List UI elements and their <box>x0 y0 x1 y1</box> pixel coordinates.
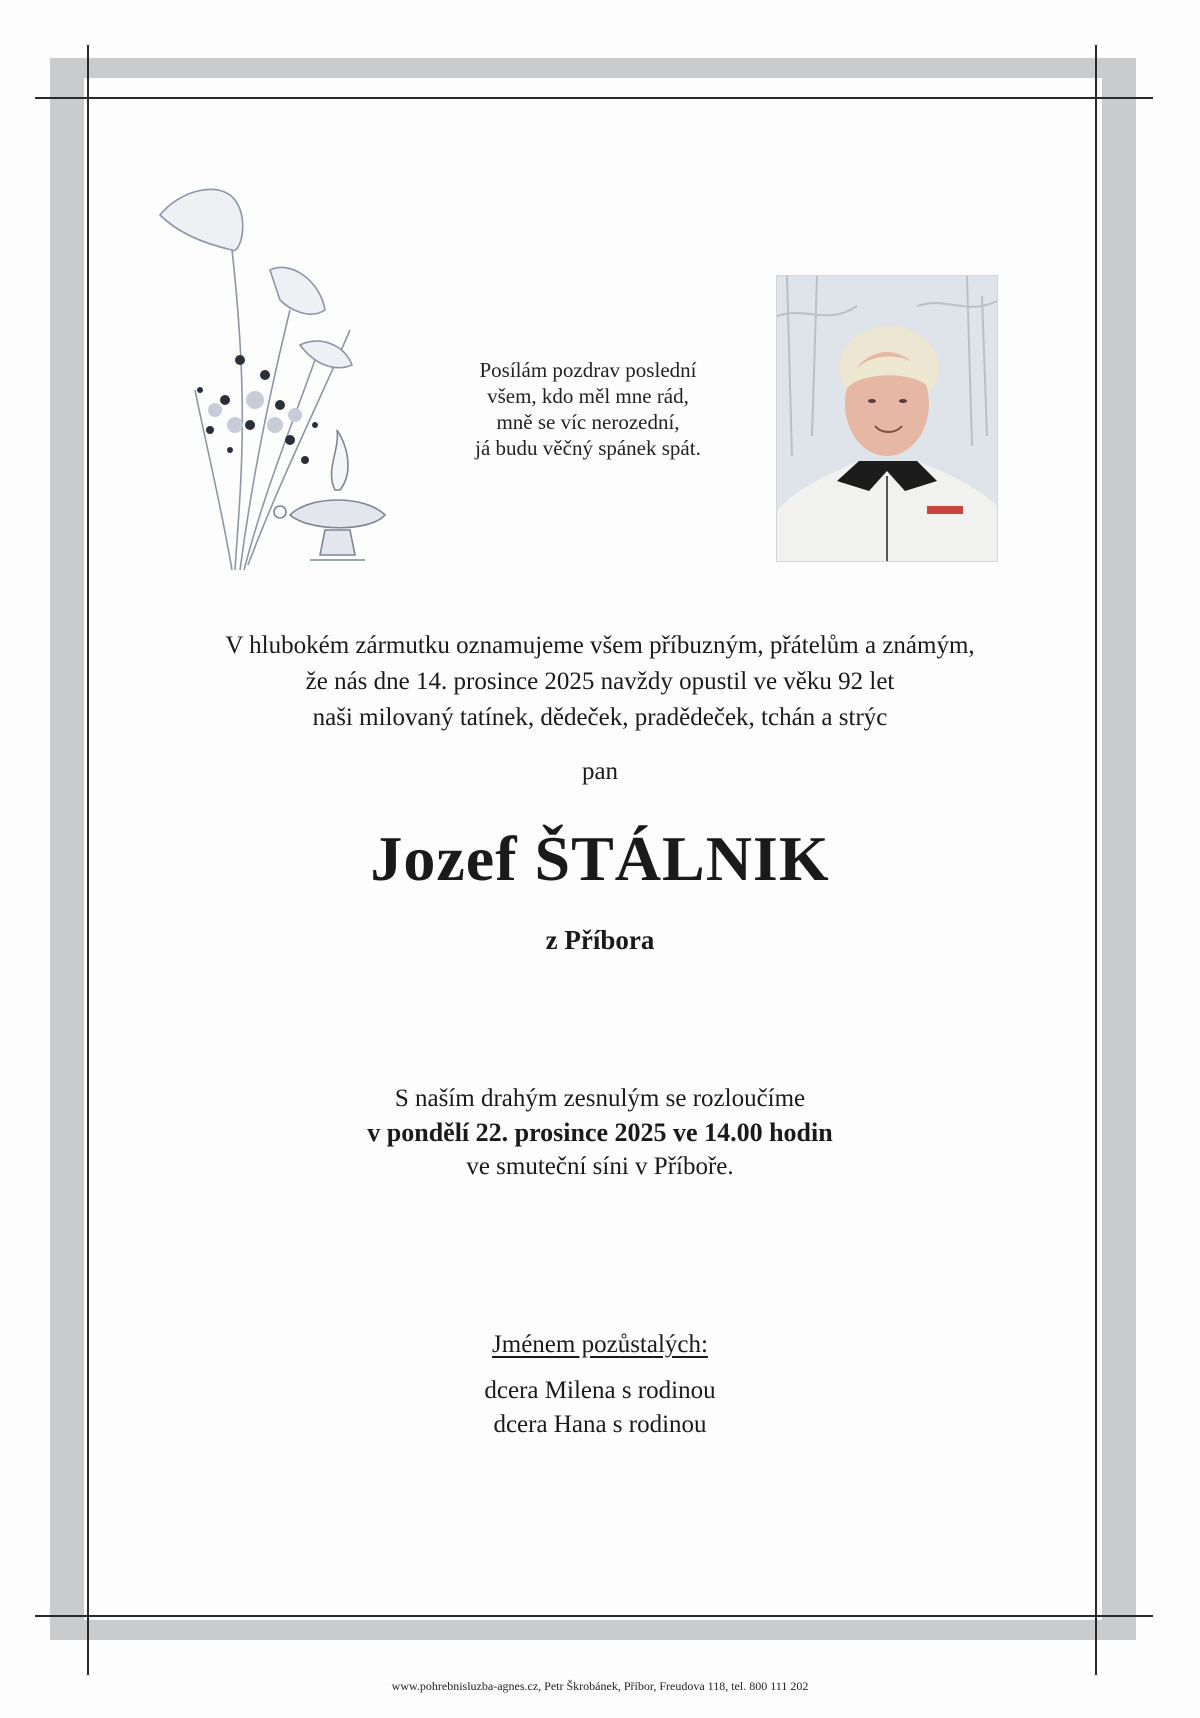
calla-lily-lamp-illustration <box>140 160 420 580</box>
footer-contact: www.pohrebnisluzba-agnes.cz, Petr Škrobánek, Příbor, Freudova 118, tel. 800 111 202 <box>391 1679 809 1693</box>
deceased-name: Jozef ŠTÁLNIK <box>370 823 830 894</box>
poem-line: mně se víc nerozední, <box>496 410 680 434</box>
survivors-heading: Jménem pozůstalých: <box>492 1331 708 1358</box>
farewell-place: ve smuteční síni v Příboře. <box>466 1153 734 1180</box>
survivor-name: dcera Milena s rodinou <box>484 1377 716 1404</box>
farewell-date-time: v pondělí 22. prosince 2025 ve 14.00 hodin <box>367 1118 833 1147</box>
poem-line: všem, kdo měl mne rád, <box>487 384 689 408</box>
death-announcement <box>100 628 1100 736</box>
announcement-line: naši milovaný tatínek, dědeček, pradědeček, tchán a strýc <box>312 704 888 731</box>
poem-line: já budu věčný spánek spát. <box>475 436 701 460</box>
frame-line-top <box>35 97 1153 99</box>
frame-line-bottom <box>35 1615 1153 1617</box>
portrait-photo <box>776 275 998 562</box>
poem <box>420 357 756 461</box>
farewell-line: S naším drahým zesnulým se rozloučíme <box>394 1085 806 1112</box>
origin: z Příbora <box>545 925 655 955</box>
poem-line: Posílám pozdrav poslední <box>479 358 697 382</box>
survivor-name: dcera Hana s rodinou <box>493 1411 707 1438</box>
announcement-line: že nás dne 14. prosince 2025 navždy opustil ve věku 92 let <box>305 668 895 695</box>
frame-band-bottom <box>50 1618 1136 1640</box>
survivors <box>100 1328 1100 1442</box>
announcement-line: V hlubokém zármutku oznamujeme všem příbuzným, přátelům a známým, <box>225 632 975 659</box>
frame-band-top <box>50 58 1136 80</box>
farewell-info <box>100 1082 1100 1184</box>
salutation: pan <box>581 758 619 785</box>
portrait-image <box>777 276 997 561</box>
